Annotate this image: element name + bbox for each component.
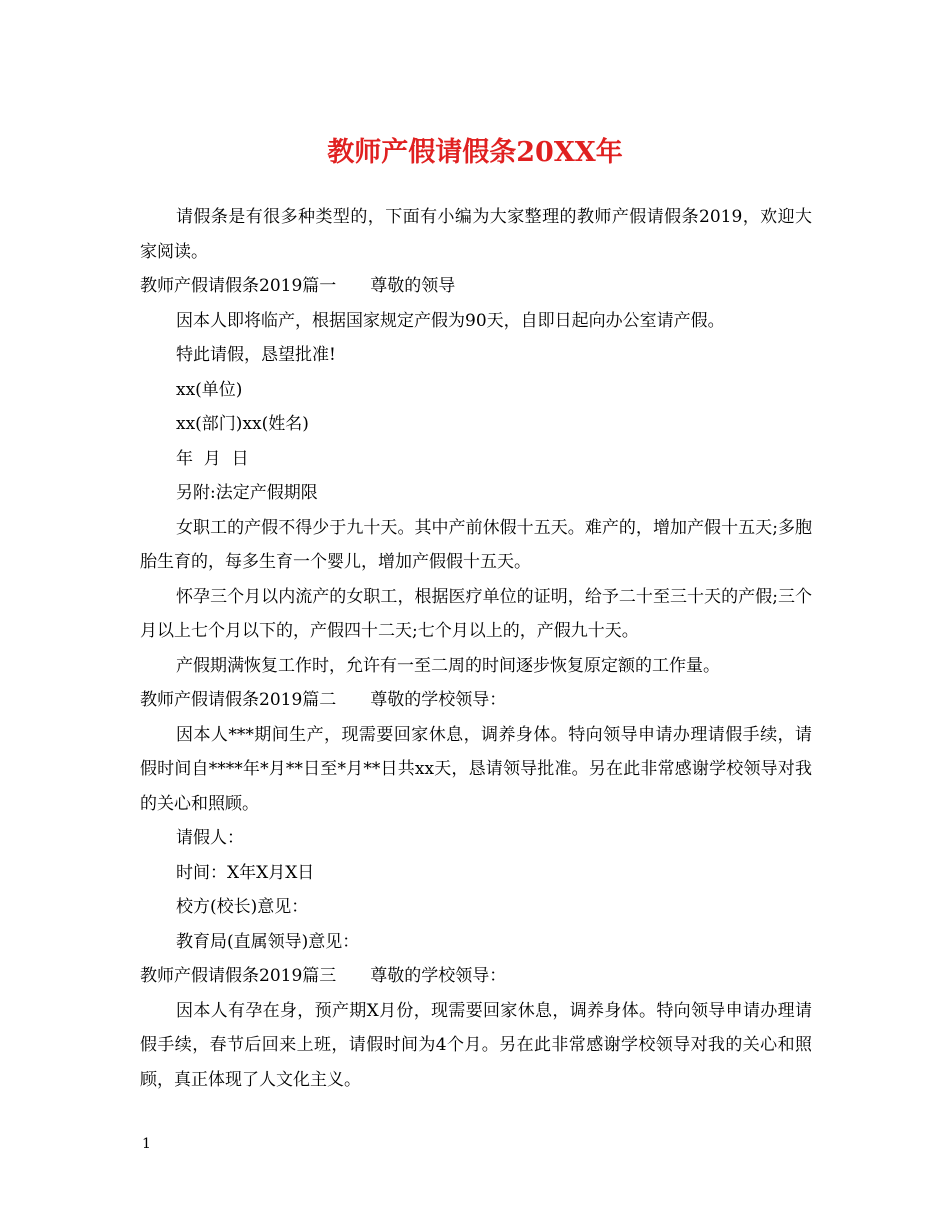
- paragraph: 因本人有孕在身，预产期X月份，现需要回家休息，调养身体。特向领导申请办理请假手续，春节后回来上班，请假时间为4个月。另在此非常感谢学校领导对我的关心和照顾，真正体现了人文化主义。: [140, 1000, 812, 1090]
- intro-paragraph: 请假条是有很多种类型的，下面有小编为大家整理的教师产假请假条2019，欢迎大家阅读。: [140, 207, 812, 262]
- paragraph: 因本人***期间生产，现需要回家休息，调养身体。特向领导申请办理请假手续，请假时间自****年*月**日至*月**日共xx天，恳请领导批准。另在此非常感谢学校领导对我的关心和照顾。: [140, 724, 812, 814]
- paragraph: 教育局(直属领导)意见：: [176, 931, 360, 952]
- paragraph: 产假期满恢复工作时，允许有一至二周的时间逐步恢复原定额的工作量。: [176, 655, 720, 676]
- date-line: 年 月 日: [176, 448, 249, 469]
- paragraph: 特此请假，恳望批准!: [176, 345, 336, 365]
- document-body: [140, 200, 812, 1097]
- page-number: 1: [142, 1136, 151, 1152]
- paragraph: 另附:法定产假期限: [176, 483, 318, 503]
- section-heading-3: 教师产假请假条2019篇三 尊敬的学校领导：: [140, 966, 507, 986]
- paragraph: xx(单位): [176, 379, 243, 400]
- section-heading-2: 教师产假请假条2019篇二 尊敬的学校领导：: [140, 690, 507, 710]
- paragraph: 校方(校长)意见：: [176, 897, 309, 917]
- paragraph: 请假人：: [176, 828, 244, 848]
- document-title: 教师产假请假条20XX年: [327, 137, 623, 168]
- paragraph: 女职工的产假不得少于九十天。其中产前休假十五天。难产的，增加产假十五天;多胞胎生育的，每多生育一个婴儿，增加产假假十五天。: [140, 517, 812, 572]
- paragraph: xx(部门)xx(姓名): [176, 414, 309, 434]
- paragraph: 因本人即将临产，根据国家规定产假为90天，自即日起向办公室请产假。: [176, 310, 725, 331]
- section-heading-1: 教师产假请假条2019篇一 尊敬的领导: [140, 276, 456, 296]
- paragraph: 怀孕三个月以内流产的女职工，根据医疗单位的证明，给予二十至三十天的产假;三个月以上七个月以下的，产假四十二天;七个月以上的，产假九十天。: [140, 586, 812, 641]
- paragraph: 时间：X年X月X日: [176, 862, 315, 883]
